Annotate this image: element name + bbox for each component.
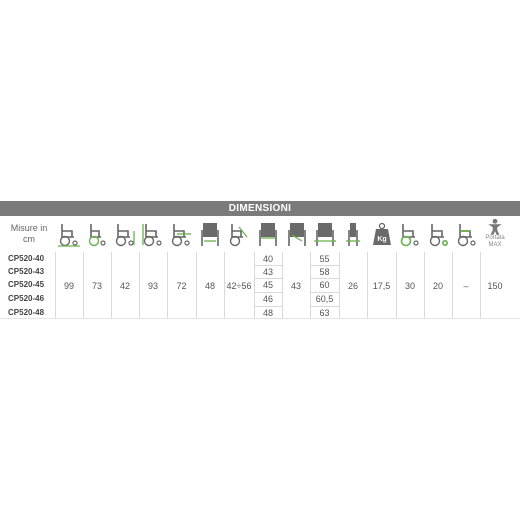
value-total-width: 60,5 <box>315 294 334 304</box>
svg-text:Kg: Kg <box>377 236 387 243</box>
measure-label: Misure in cm <box>10 223 48 244</box>
value-weight: 17,5 <box>372 281 391 291</box>
wheelchair-total-height-icon <box>141 220 165 248</box>
wheelchair-total-length-icon <box>57 220 81 248</box>
value-seat-height: 42 <box>119 281 130 291</box>
wheelchair-folded-length-icon <box>85 220 109 248</box>
value-seat-width: 48 <box>262 308 273 318</box>
value-total-width: 60 <box>319 280 330 290</box>
table-header <box>0 216 520 252</box>
value-folded-height: 72 <box>176 281 187 291</box>
value-seat-width: 45 <box>262 280 273 290</box>
value-front-width: 48 <box>204 281 215 291</box>
value-folded-width: 26 <box>347 281 358 291</box>
model-name: CP520-40 <box>8 254 45 263</box>
table-body <box>0 252 520 319</box>
wheelchair-folded-width-icon <box>341 220 365 248</box>
table-bottom-border <box>0 318 520 319</box>
wheelchair-folded-height-icon <box>169 220 193 248</box>
wheelchair-seat-depth-icon <box>285 220 309 248</box>
value-total-length: 99 <box>63 281 74 291</box>
model-name: CP520-43 <box>8 267 45 276</box>
table-title: DIMENSIONI <box>0 201 520 216</box>
value-seat-depth: 43 <box>290 281 301 291</box>
value-seat-width: 46 <box>262 294 273 304</box>
value-armrest: – <box>463 281 469 291</box>
wheelchair-total-width-icon <box>313 220 337 248</box>
wheelchair-front-wheel-icon <box>427 220 451 248</box>
value-total-width: 58 <box>319 267 330 277</box>
value-seat-width: 43 <box>262 267 273 277</box>
wheelchair-armrest-height-icon <box>226 220 250 248</box>
value-seat-width: 40 <box>262 254 273 264</box>
value-front-wheel: 20 <box>432 281 443 291</box>
wheelchair-rear-wheel-icon <box>398 220 422 248</box>
value-total-width: 63 <box>319 308 330 318</box>
value-rear-wheel: 30 <box>404 281 415 291</box>
wheelchair-front-width-icon <box>198 220 222 248</box>
model-name: CP520-46 <box>8 294 45 303</box>
max-load-header <box>480 218 510 249</box>
dimensions-table <box>0 201 520 319</box>
person-max-load-icon <box>486 218 504 235</box>
value-total-height: 93 <box>147 281 158 291</box>
value-folded-length: 73 <box>91 281 102 291</box>
model-name: CP520-48 <box>8 308 45 317</box>
wheelchair-seat-width-icon <box>256 220 280 248</box>
weight-kg-icon <box>370 220 394 248</box>
model-name: CP520-45 <box>8 280 45 289</box>
value-total-width: 55 <box>319 254 330 264</box>
value-max-load: 150 <box>487 281 503 291</box>
value-armrest-height: 42÷56 <box>226 281 252 291</box>
wheelchair-seat-height-icon <box>113 220 137 248</box>
wheelchair-armrest-icon <box>455 220 479 248</box>
max-load-label: Portata MAX <box>485 235 505 248</box>
